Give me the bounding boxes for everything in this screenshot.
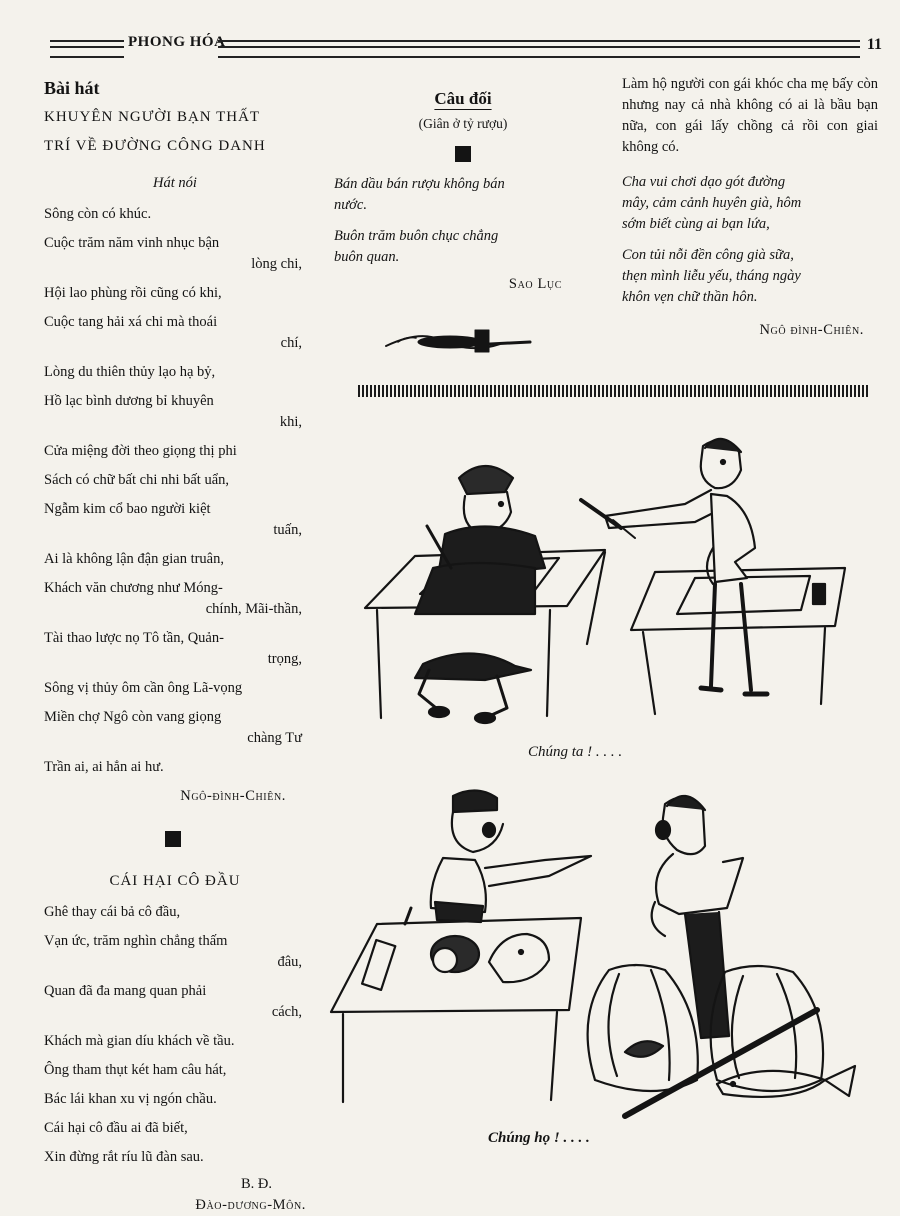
poem-line: Ngẫm kim cổ bao người kiệt — [44, 501, 211, 517]
poem-line: Xin đừng rắt ríu lũ đàn sau. — [44, 1149, 204, 1165]
poem-line: chàng Tư — [247, 730, 302, 746]
poem-line: Trần ai, ai hẳn ai hư. — [44, 759, 164, 775]
poem-line: Hồ lạc bình dương bỉ khuyên — [44, 393, 214, 409]
poem-line: Ai là không lận đận gian truân, — [44, 551, 224, 567]
poem-line: Sách có chữ bất chi nhi bất uẩn, — [44, 472, 230, 488]
poem-line: trọng, — [267, 651, 302, 667]
cau-doi-author: Sao Lục — [508, 276, 562, 292]
left-column — [44, 78, 306, 1216]
verse-line: khôn vẹn chữ thần hôn. — [622, 289, 758, 305]
poem-line: Cuộc trăm năm vinh nhục bận — [44, 235, 220, 251]
poem-line: Ghê thay cái bả cô đầu, — [44, 904, 181, 920]
poem-line: Quan đã đa mang quan phải — [44, 983, 207, 999]
poem-line: Cuộc tang hải xá chi mà thoái — [44, 314, 218, 330]
verse-line: Cha vui chơi dạo gót đường — [622, 174, 786, 190]
poem-line: lòng chi, — [251, 256, 302, 272]
poem-line: Hội lao phùng rồi cũng có khi, — [44, 285, 222, 301]
cau-doi-title: Câu đối — [434, 89, 492, 108]
poem-line: chí, — [280, 335, 302, 351]
cau-doi-text — [334, 174, 592, 268]
verse-line: Bán dầu bán rượu không bán — [334, 176, 505, 192]
cartoon-caption-bottom: Chúng họ ! . . . . — [488, 1130, 590, 1146]
right-intro: Làm hộ người con gái khóc cha mẹ bấy còn nhưng nay cả nhà không có ai là bầu bạn nữa, con gái lấy chồng cả rồi con giai không có. — [622, 76, 878, 155]
poem-line: chính, Mãi-thần, — [205, 601, 302, 617]
middle-column — [334, 88, 592, 295]
cartoon-scholars-writing — [355, 418, 855, 748]
poem-line: đâu, — [277, 954, 302, 970]
verse-line: Con tủi nỗi đền công già sữa, — [622, 247, 794, 263]
poem-line: Sông còn có khúc. — [44, 206, 152, 222]
poem-line: tuấn, — [273, 522, 302, 538]
cartoon-caption-top: Chúng ta ! . . . . — [528, 744, 623, 760]
poem-line: Cái hại cô đầu ai đã biết, — [44, 1120, 188, 1136]
poem-line: cách, — [271, 1004, 302, 1020]
poem-line: Lòng du thiên thủy lạo hạ bỷ, — [44, 364, 216, 380]
verse-line: mây, cảm cảnh huyên già, hôm — [622, 195, 802, 211]
header-rule-left — [50, 40, 124, 58]
verse-line: buôn quan. — [334, 249, 400, 265]
poem-genre: Hát nói — [153, 175, 197, 191]
right-column — [622, 74, 878, 341]
section-label: Bài hát — [44, 78, 100, 98]
header-rule-right — [218, 40, 860, 58]
right-author: Ngô đình-Chiên. — [759, 322, 864, 338]
page-number: 11 — [866, 36, 882, 53]
poem-line: Miền chợ Ngô còn vang giọng — [44, 709, 222, 725]
poem-line: Khách văn chương như Móng- — [44, 580, 223, 596]
cartoon-market-vendors — [325, 784, 865, 1124]
section-divider-square — [165, 831, 181, 847]
poem-khuyen-nguoi-ban — [44, 204, 306, 778]
poem-line: Vạn ức, trăm nghìn chẳng thấm — [44, 933, 228, 949]
poem-title-line2: TRÍ VỀ ĐƯỜNG CÔNG DANH — [44, 138, 266, 154]
poem-line: Tài thao lược nọ Tô tần, Quản- — [44, 630, 224, 646]
poem2-author: Đào-dương-Môn. — [195, 1197, 306, 1213]
right-verse — [622, 172, 878, 308]
verse-line: Buôn trăm buôn chục chẳng — [334, 228, 499, 244]
poem-line: Cửa miệng đời theo giọng thị phi — [44, 443, 237, 459]
poem2-title: CÁI HẠI CÔ ĐẦU — [109, 873, 241, 889]
poem2-initials: B. Đ. — [240, 1176, 272, 1192]
verse-line: thẹn mình liễu yếu, tháng ngày — [622, 268, 801, 284]
poem-line: Sông vị thủy ôm cần ông Lã-vọng — [44, 680, 243, 696]
verse-line: nước. — [334, 197, 367, 213]
poem-line: khi, — [279, 414, 302, 430]
poem-cai-hai-co-dau — [44, 902, 306, 1168]
section-divider-hatched — [358, 385, 868, 397]
poem-line: Ông tham thụt két ham câu hát, — [44, 1062, 227, 1078]
ink-brush-illustration — [380, 318, 540, 358]
verse-line: sớm biết cùng ai bạn lứa, — [622, 216, 770, 232]
section-divider-square — [455, 146, 471, 162]
poem-line: Bác lái khan xu vị ngón chầu. — [44, 1091, 217, 1107]
poem-title-line1: KHUYÊN NGƯỜI BẠN THẤT — [44, 109, 261, 125]
poem-line: Khách mà gian díu khách về tầu. — [44, 1033, 235, 1049]
masthead: PHONG HÓA — [128, 34, 226, 50]
poem1-author: Ngô-đình-Chiên. — [180, 788, 286, 804]
cau-doi-subtitle: (Giân ở tỷ rượu) — [418, 116, 508, 131]
